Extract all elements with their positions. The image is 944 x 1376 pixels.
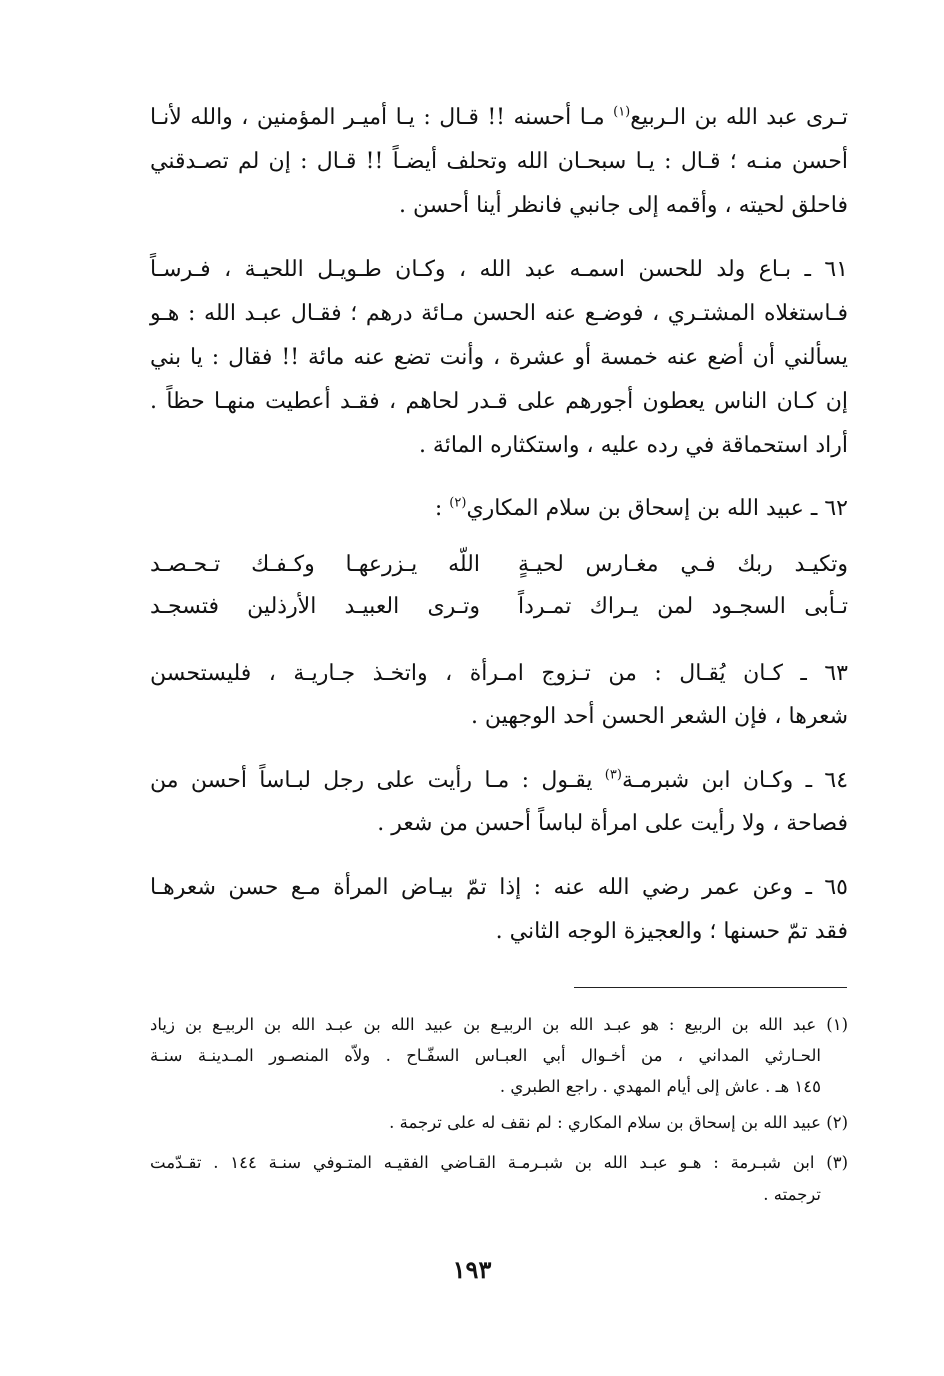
text-line: ٦٥ ـ وعن عمر رضي الله عنه : إذا تمّ بيـاض المرأة مـع حسن شعرهـا <box>150 875 848 900</box>
text-line: أحسن منـه ؛ قـال : يـا سبحـان الله وتحلف أيضـاً !! قـال : إن لم تصـدقني <box>150 149 848 174</box>
text-span: تـرى عبد الله بن الـربيع <box>630 105 848 130</box>
footnote-1-continued: الحـارثي المداني ، من أخـوال أبي العبـاس السفّـاح . ولاّه المنصـور المـدينـة سنـة <box>150 1046 821 1065</box>
footnote-2: (٢) عبيد الله بن إسحاق بن سلام المكاري : لم نقف له على ترجمة . <box>389 1113 848 1132</box>
footnote-ref-1: (١) <box>613 104 631 120</box>
page-number: ١٩٣ <box>452 1255 492 1284</box>
verse-second-hemistich: وتـرى العبيـد الأرذلين فتسجـد <box>150 594 480 619</box>
footnote-1: (١) عبد الله بن الربيع : هو عبـد الله بن الربيـع بن عبيد الله بن عبـد الله بن الربيـع بن زياد <box>150 1015 848 1034</box>
footnote-separator <box>574 987 847 988</box>
footnote-ref-2: (٢) <box>449 495 467 511</box>
text-line: فصاحة ، ولا رأيت على امرأة لباساً أحسن من شعر . <box>377 811 848 836</box>
text-line <box>150 489 848 529</box>
text-span: : <box>434 496 450 521</box>
verse-line <box>150 545 848 585</box>
text-line: ٦٣ ـ كـان يُقـال : من تـزوج امـرأة ، واتخـذ جـاريـة ، فليستحسن <box>150 661 848 686</box>
text-line: فقد تمّ حسنها ؛ والعجيزة الوجه الثاني . <box>495 919 848 944</box>
verse-first-hemistich: وتكيـد ربك فـي مغـارس لحيـةٍ <box>518 552 848 577</box>
verse-second-hemistich: اللّه يـزرعهـا وكـفـك تـحـصـد <box>150 552 480 577</box>
text-line <box>150 761 848 801</box>
text-line: فـاستغلاه المشتـري ، فوضـع عنه الحسن مـائة درهم ؛ فقـال عبـد الله : هـو <box>150 301 848 326</box>
text-line: إن كـان الناس يعطون أجورهم على قـدر لحاهم ، فقـد أعطيت منهـا حظاً . <box>150 389 848 414</box>
footnote-3-continued: ترجمته . <box>763 1185 821 1204</box>
footnote-3: (٣) ابن شبـرمة : هـو عبـد الله بن شبـرمـة القـاضي الفقيـه المتـوفي سنـة ١٤٤ . تقـدّمت <box>150 1153 848 1172</box>
text-line: ٦١ ـ بـاع ولد للحسن اسمـه عبد الله ، وكـان طـويـل اللحيـة ، فـرسـاً <box>150 257 848 282</box>
text-span: ٦٤ ـ وكـان ابن شبرمـة <box>621 768 849 793</box>
text-line: يسألني أن أضع عنه خمسة أو عشرة ، وأنت تضع عنه مائة !! فقال : يا بني <box>150 345 848 370</box>
footnote-1-continued: ١٤٥ هـ . عاش إلى أيام المهدي . راجع الطبري . <box>499 1077 821 1096</box>
text-line: أراد استحماقة في رده عليه ، واستكثاره المائة . <box>418 433 848 458</box>
text-line <box>150 98 848 138</box>
verse-line <box>150 587 848 627</box>
text-line: شعرها ، فإن الشعر الحسن أحد الوجهين . <box>470 704 848 729</box>
text-span: ٦٢ ـ عبيد الله بن إسحاق بن سلام المكاري <box>466 496 848 521</box>
footnote-ref-3: (٣) <box>604 767 622 783</box>
text-span: مـا أحسنه !! قـال : يـا أميـر المؤمنين ، والله لأنـا <box>150 105 614 130</box>
verse-first-hemistich: تـأبى السجـود لمن يـراك تمـرداً <box>518 594 848 619</box>
text-line: فاحلق لحيته ، وأقمه إلى جانبي فانظر أينا أحسن . <box>399 193 848 218</box>
text-span: يقـول : مـا رأيت على رجل لبـاساً أحسن من <box>150 768 605 793</box>
